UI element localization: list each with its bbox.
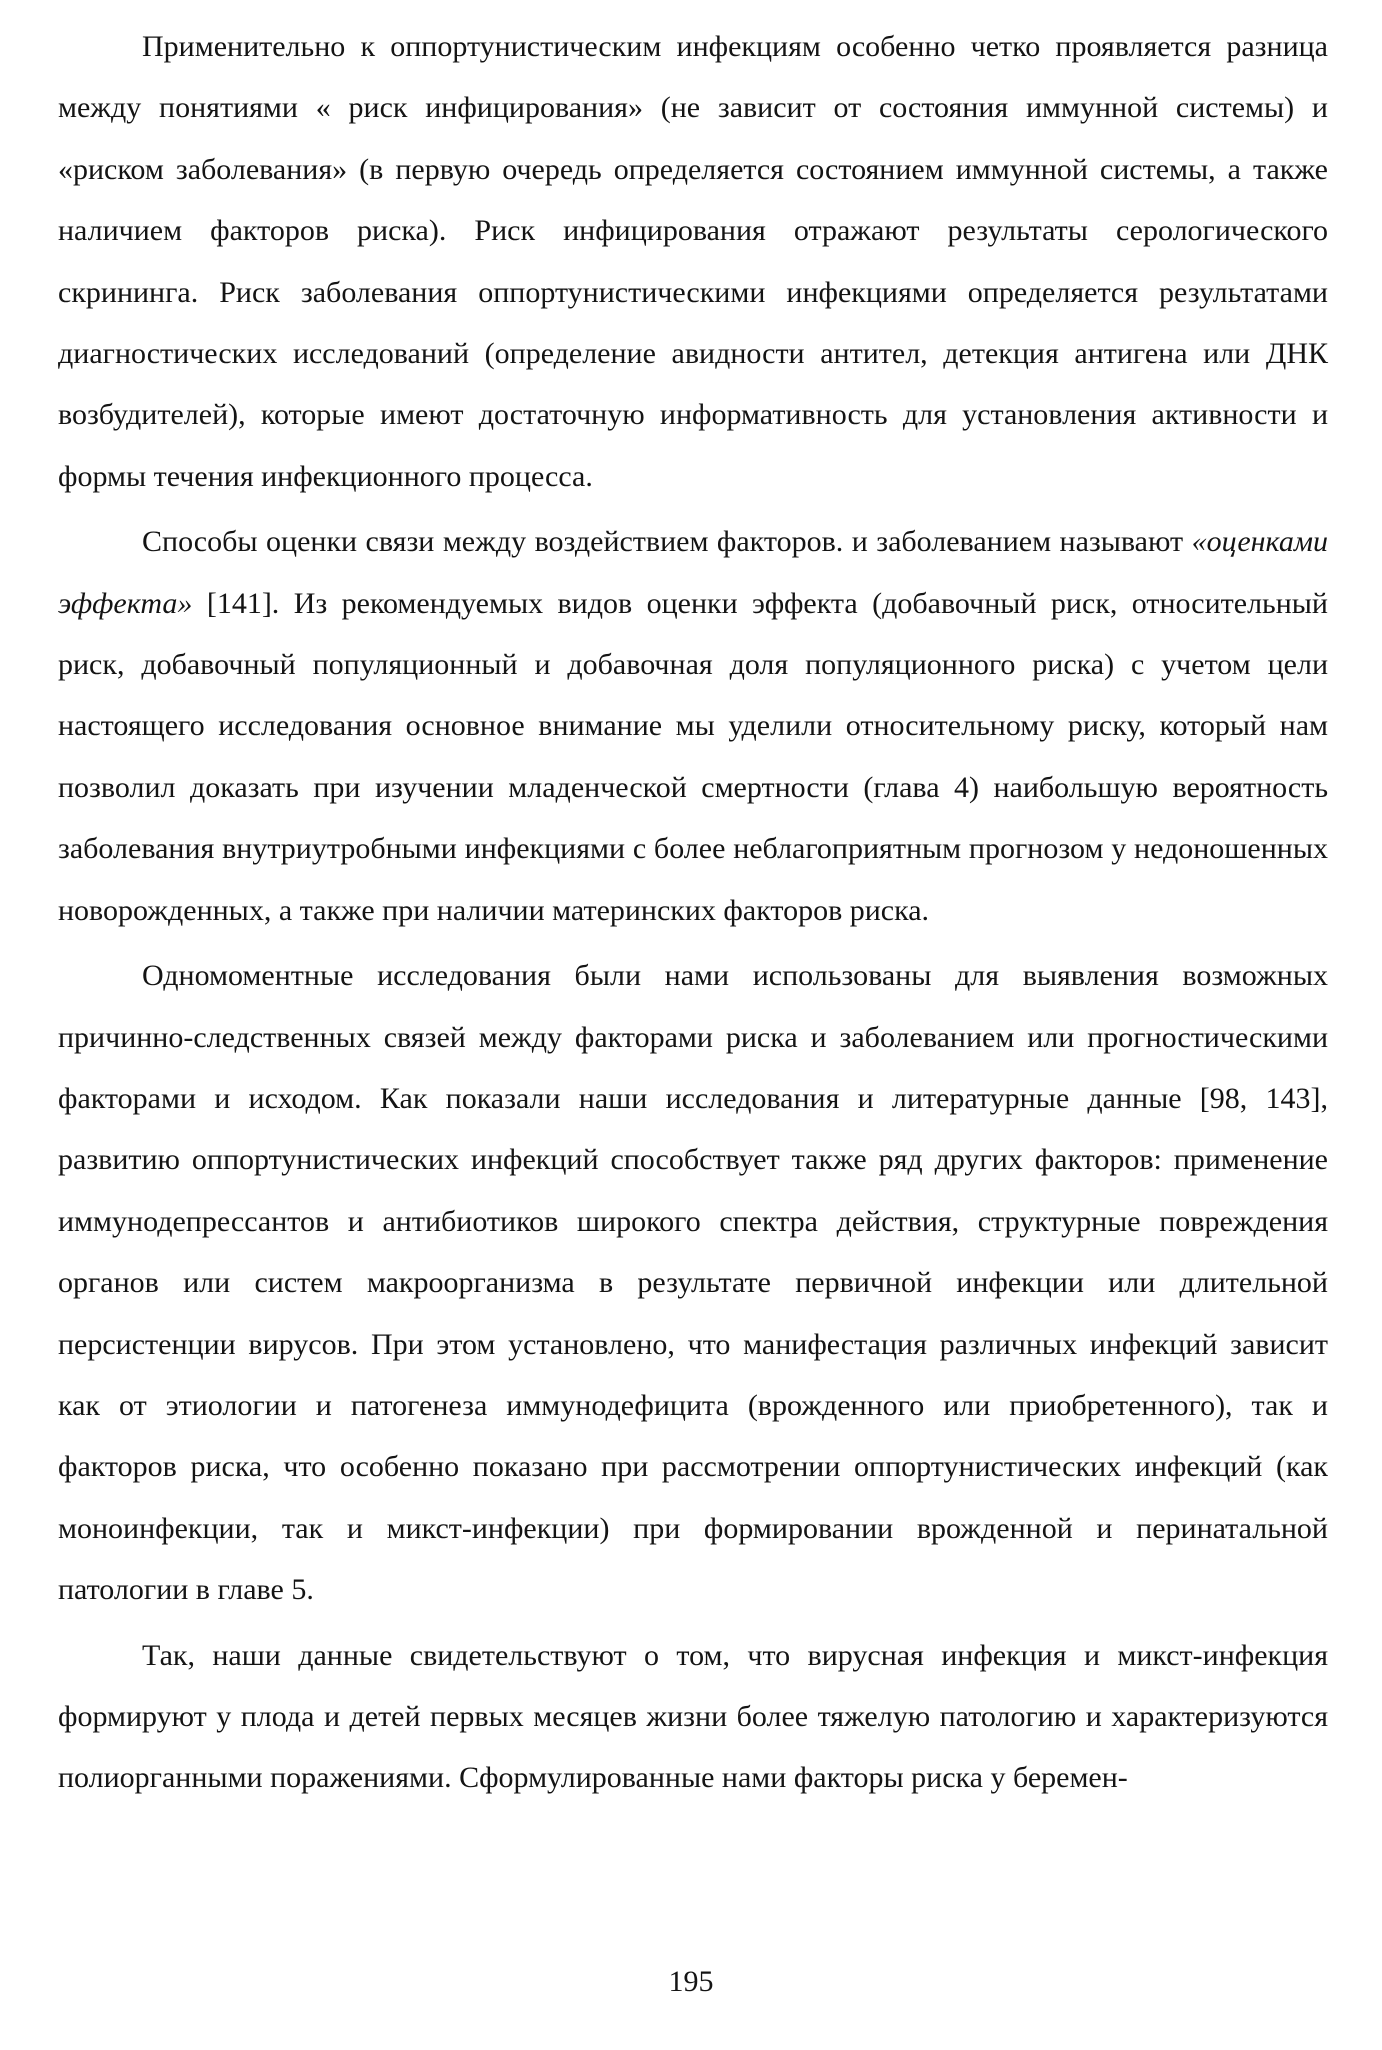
document-page [58, 16, 1328, 1813]
paragraph-effect-estimation [58, 511, 1328, 941]
paragraph-cross-sectional-studies: Одномоментные исследования были нами использованы для выявления возможных причинно-следственных связей между факторами риска и заболеванием или прогностическими факторами и исходом. Как показали наши исследования и литературные данные [98, 143], развитию оппортунистических инфекций способствует также ряд других факторов: применение иммунодепрессантов и антибиотиков широкого спектра действия, структурные повреждения органов или систем макроорганизма в результате первичной инфекции или длительной персистенции вирусов. При этом установлено, что манифестация различных инфекций зависит как от этиологии и патогенеза иммунодефицита (врожденного или приобретенного), так и факторов риска, что особенно показано при рассмотрении оппортунистических инфекций (как моноинфекции, так и микст-инфекции) при формировании врожденной и перинатальной патологии в главе 5. [58, 959, 1328, 1607]
paragraph-opportunistic-infections: Применительно к оппортунистическим инфекциям особенно четко проявляется разница между понятиями « риск инфицирования» (не зависит от состояния иммунной системы) и «риском заболевания» (в первую очередь определяется состоянием иммунной системы, а также наличием факторов риска). Риск инфицирования отражают результаты серологического скрининга. Риск заболевания оппортунистическими инфекциями определяется результатами диагностических исследований (определение авидности антител, детекция антигена или ДНК возбудителей), которые имеют достаточную информативность для установления активности и формы течения инфекционного процесса. [58, 30, 1328, 493]
page-number: 195 [668, 1965, 714, 1998]
paragraph-viral-infection-data: Так, наши данные свидетельствуют о том, что вирусная инфекция и микст-инфекция формируют у плода и детей первых месяцев жизни более тяжелую патологию и характеризуются полиорганными поражениями. Сформулированные нами факторы риска у беремен- [58, 1638, 1328, 1795]
paragraph-text-before-emphasis: Способы оценки связи между воздействием факторов. и заболеванием называют [142, 525, 1192, 559]
emphasis-effect-estimates: «оценками эффекта» [58, 525, 1328, 620]
paragraph-text-after-emphasis: [141]. Из рекомендуемых видов оценки эффекта (добавочный риск, относительный риск, добавочный популяционный и добавочная доля популяционного риска) с учетом цели настоящего исследования основное внимание мы уделили относительному риску, который нам позволил доказать при изучении младенческой смертности (глава 4) наибольшую вероятность заболевания внутриутробными инфекциями с более неблагоприятным прогнозом у недоношенных новорожденных, а также при наличии материнских факторов риска. [58, 586, 1328, 927]
